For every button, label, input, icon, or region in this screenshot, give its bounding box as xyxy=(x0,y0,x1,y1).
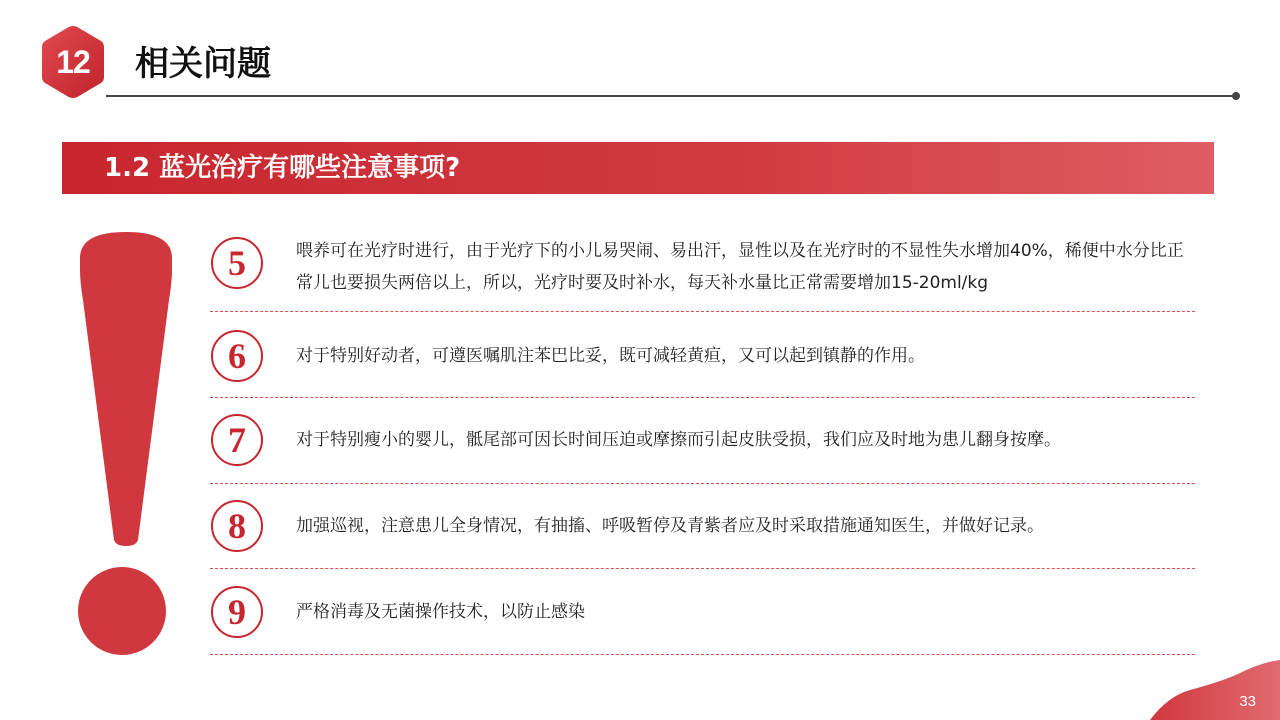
title-divider xyxy=(106,95,1236,97)
page-title: 相关问题 xyxy=(135,44,271,84)
list-item xyxy=(210,312,1195,398)
divider-end-dot xyxy=(1232,92,1240,100)
corner-wave-decoration xyxy=(1150,660,1280,720)
page-number: 33 xyxy=(1239,693,1256,710)
item-text: 对于特别好动者，可遵医嘱肌注苯巴比妥，既可减轻黄疸，又可以起到镇静的作用。 xyxy=(296,346,925,366)
item-text: 对于特别瘦小的婴儿，骶尾部可因长时间压迫或摩擦而引起皮肤受损，我们应及时地为患儿翻身按摩。 xyxy=(296,430,1061,450)
section-title: 1.2 蓝光治疗有哪些注意事项? xyxy=(104,153,461,183)
exclamation-icon xyxy=(76,230,176,660)
section-banner xyxy=(62,142,1214,194)
item-text: 严格消毒及无菌操作技术，以防止感染 xyxy=(296,602,585,622)
item-number-circle: 5 xyxy=(211,237,263,289)
list-item xyxy=(210,225,1195,312)
item-number-circle: 9 xyxy=(211,586,263,638)
precautions-list xyxy=(210,225,1195,655)
section-number-badge xyxy=(38,22,108,102)
item-number-circle: 7 xyxy=(211,414,263,466)
list-item xyxy=(210,484,1195,569)
item-number-circle: 8 xyxy=(211,500,263,552)
item-number-circle: 6 xyxy=(211,330,263,382)
list-item xyxy=(210,398,1195,484)
item-text: 喂养可在光疗时进行，由于光疗下的小儿易哭闹、易出汗，显性以及在光疗时的不显性失水增加40%，稀便中水分比正常儿也要损失两倍以上，所以，光疗时要及时补水，每天补水量比正常需要增加15-20ml/kg xyxy=(296,241,1184,293)
item-text: 加强巡视，注意患儿全身情况，有抽搐、呼吸暂停及青紫者应及时采取措施通知医生，并做好记录。 xyxy=(296,516,1044,536)
badge-number: 12 xyxy=(56,44,90,80)
list-item xyxy=(210,569,1195,655)
